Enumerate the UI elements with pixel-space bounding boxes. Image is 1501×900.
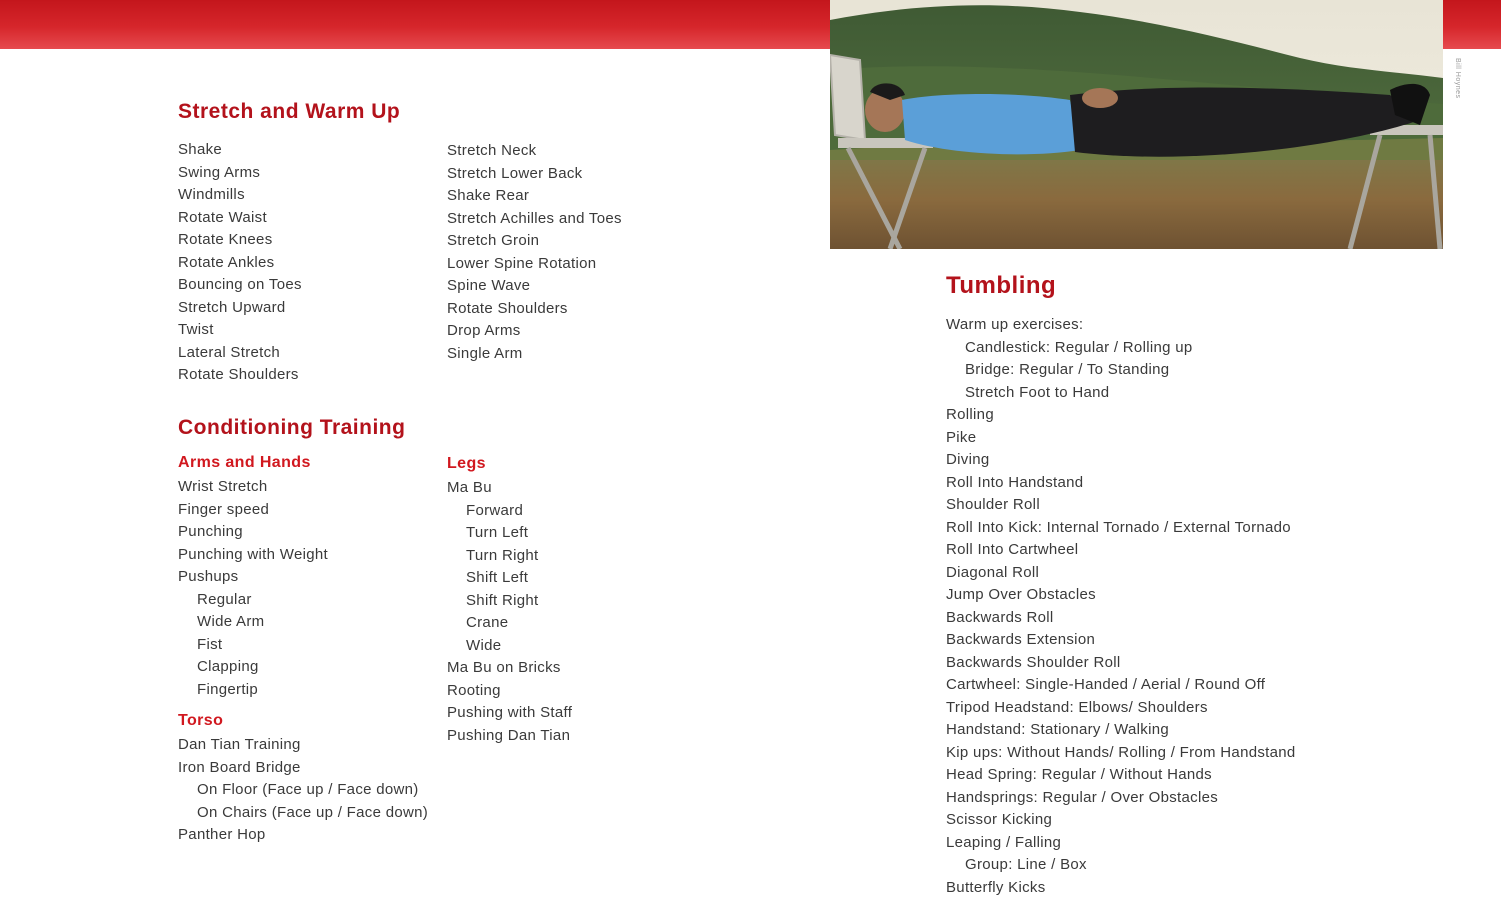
list-item: Scissor Kicking: [946, 811, 1053, 828]
list-item: Ma Bu: [447, 479, 492, 496]
list-item: Dan Tian Training: [178, 736, 301, 753]
list-item: Punching: [178, 523, 243, 540]
tumbling-heading: Tumbling: [946, 272, 1057, 299]
list-item: Rotate Shoulders: [447, 299, 568, 317]
arms-hands-subheading: Arms and Hands: [178, 454, 311, 471]
list-item: Rotate Knees: [178, 231, 273, 248]
list-item: Iron Board Bridge: [178, 758, 301, 776]
list-item: Rotate Ankles: [178, 253, 275, 271]
list-item: Regular: [197, 590, 252, 608]
list-item: Turn Left: [466, 524, 529, 541]
list-item: Leaping / Falling: [946, 833, 1062, 851]
list-item: Rotate Waist: [178, 208, 267, 226]
list-item: Swing Arms: [178, 163, 261, 181]
list-item: Backwards Roll: [946, 608, 1054, 626]
torso-subheading: Torso: [178, 712, 224, 729]
list-item: Diagonal Roll: [946, 563, 1040, 581]
stretch-warmup-heading: Stretch and Warm Up: [178, 100, 401, 123]
list-item: Head Spring: Regular / Without Hands: [946, 766, 1212, 783]
list-item: Wide Arm: [197, 613, 265, 630]
list-item: Punching with Weight: [178, 545, 328, 563]
list-item: Wide: [466, 636, 502, 654]
list-item: Jump Over Obstacles: [946, 586, 1096, 603]
list-item: Roll Into Cartwheel: [946, 541, 1079, 558]
list-item: Backwards Extension: [946, 631, 1096, 648]
list-item: Rooting: [447, 681, 501, 699]
list-item: Pushups: [178, 568, 239, 585]
torso-list: [178, 734, 428, 847]
list-item: Ma Bu on Bricks: [447, 659, 561, 676]
legs-subheading: Legs: [447, 455, 486, 472]
top-red-banner-right: [1443, 0, 1501, 49]
list-item: Shoulder Roll: [946, 496, 1040, 513]
list-item: Forward: [466, 501, 524, 519]
list-item: Pushing with Staff: [447, 704, 573, 721]
list-item: Stretch Achilles and Toes: [447, 209, 622, 227]
list-item: Candlestick: Regular / Rolling up: [965, 338, 1193, 356]
list-item: Stretch Neck: [447, 142, 537, 159]
list-item: Warm up exercises:: [946, 316, 1084, 333]
list-item: Pushing Dan Tian: [447, 726, 571, 744]
stretch-list-col2: [447, 140, 622, 365]
list-item: Finger speed: [178, 500, 270, 518]
list-item: Fist: [197, 635, 223, 653]
list-item: Stretch Upward: [178, 298, 286, 316]
list-item: Stretch Lower Back: [447, 164, 583, 182]
list-item: Twist: [178, 321, 214, 338]
list-item: Cartwheel: Single-Handed / Aerial / Round Off: [946, 676, 1266, 693]
list-item: Handstand: Stationary / Walking: [946, 721, 1170, 738]
list-item: Stretch Foot to Hand: [965, 383, 1110, 401]
list-item: Rolling: [946, 406, 994, 423]
list-item: Lateral Stretch: [178, 343, 281, 361]
legs-list: [447, 477, 572, 747]
list-item: Single Arm: [447, 344, 523, 362]
list-item: Diving: [946, 451, 990, 468]
list-item: Crane: [466, 614, 509, 631]
list-item: Shake Rear: [447, 187, 530, 204]
tumbling-list: [946, 314, 1296, 899]
list-item: Wrist Stretch: [178, 478, 268, 495]
photo-credit: Bill Hoynes: [1454, 58, 1461, 99]
list-item: Group: Line / Box: [965, 856, 1087, 873]
list-item: Kip ups: Without Hands/ Rolling / From Handstand: [946, 743, 1296, 761]
list-item: Shake: [178, 141, 223, 158]
list-item: Pike: [946, 428, 977, 446]
list-item: Roll Into Kick: Internal Tornado / External Tornado: [946, 518, 1291, 536]
list-item: Backwards Shoulder Roll: [946, 653, 1121, 671]
list-item: Spine Wave: [447, 277, 531, 294]
list-item: Panther Hop: [178, 826, 266, 843]
photo-man-suspended-between-chairs: [830, 0, 1443, 249]
stretch-list-col1: [178, 139, 302, 387]
list-item: Fingertip: [197, 680, 259, 698]
list-item: Stretch Groin: [447, 232, 540, 249]
list-item: Rotate Shoulders: [178, 366, 299, 383]
list-item: Lower Spine Rotation: [447, 254, 597, 272]
list-item: Shift Right: [466, 591, 539, 609]
list-item: Shift Left: [466, 569, 529, 586]
list-item: Bouncing on Toes: [178, 276, 302, 293]
list-item: Clapping: [197, 658, 259, 675]
arms-hands-list: [178, 476, 328, 701]
list-item: On Chairs (Face up / Face down): [197, 803, 429, 821]
list-item: Handsprings: Regular / Over Obstacles: [946, 788, 1219, 806]
list-item: Turn Right: [466, 546, 539, 564]
list-item: Bridge: Regular / To Standing: [965, 361, 1170, 378]
list-item: On Floor (Face up / Face down): [197, 781, 419, 798]
list-item: Roll Into Handstand: [946, 473, 1084, 491]
top-red-banner-left: [0, 0, 830, 49]
conditioning-heading: Conditioning Training: [178, 416, 406, 439]
list-item: Windmills: [178, 186, 245, 203]
list-item: Drop Arms: [447, 322, 521, 339]
list-item: Butterfly Kicks: [946, 878, 1046, 896]
list-item: Tripod Headstand: Elbows/ Shoulders: [946, 698, 1208, 716]
